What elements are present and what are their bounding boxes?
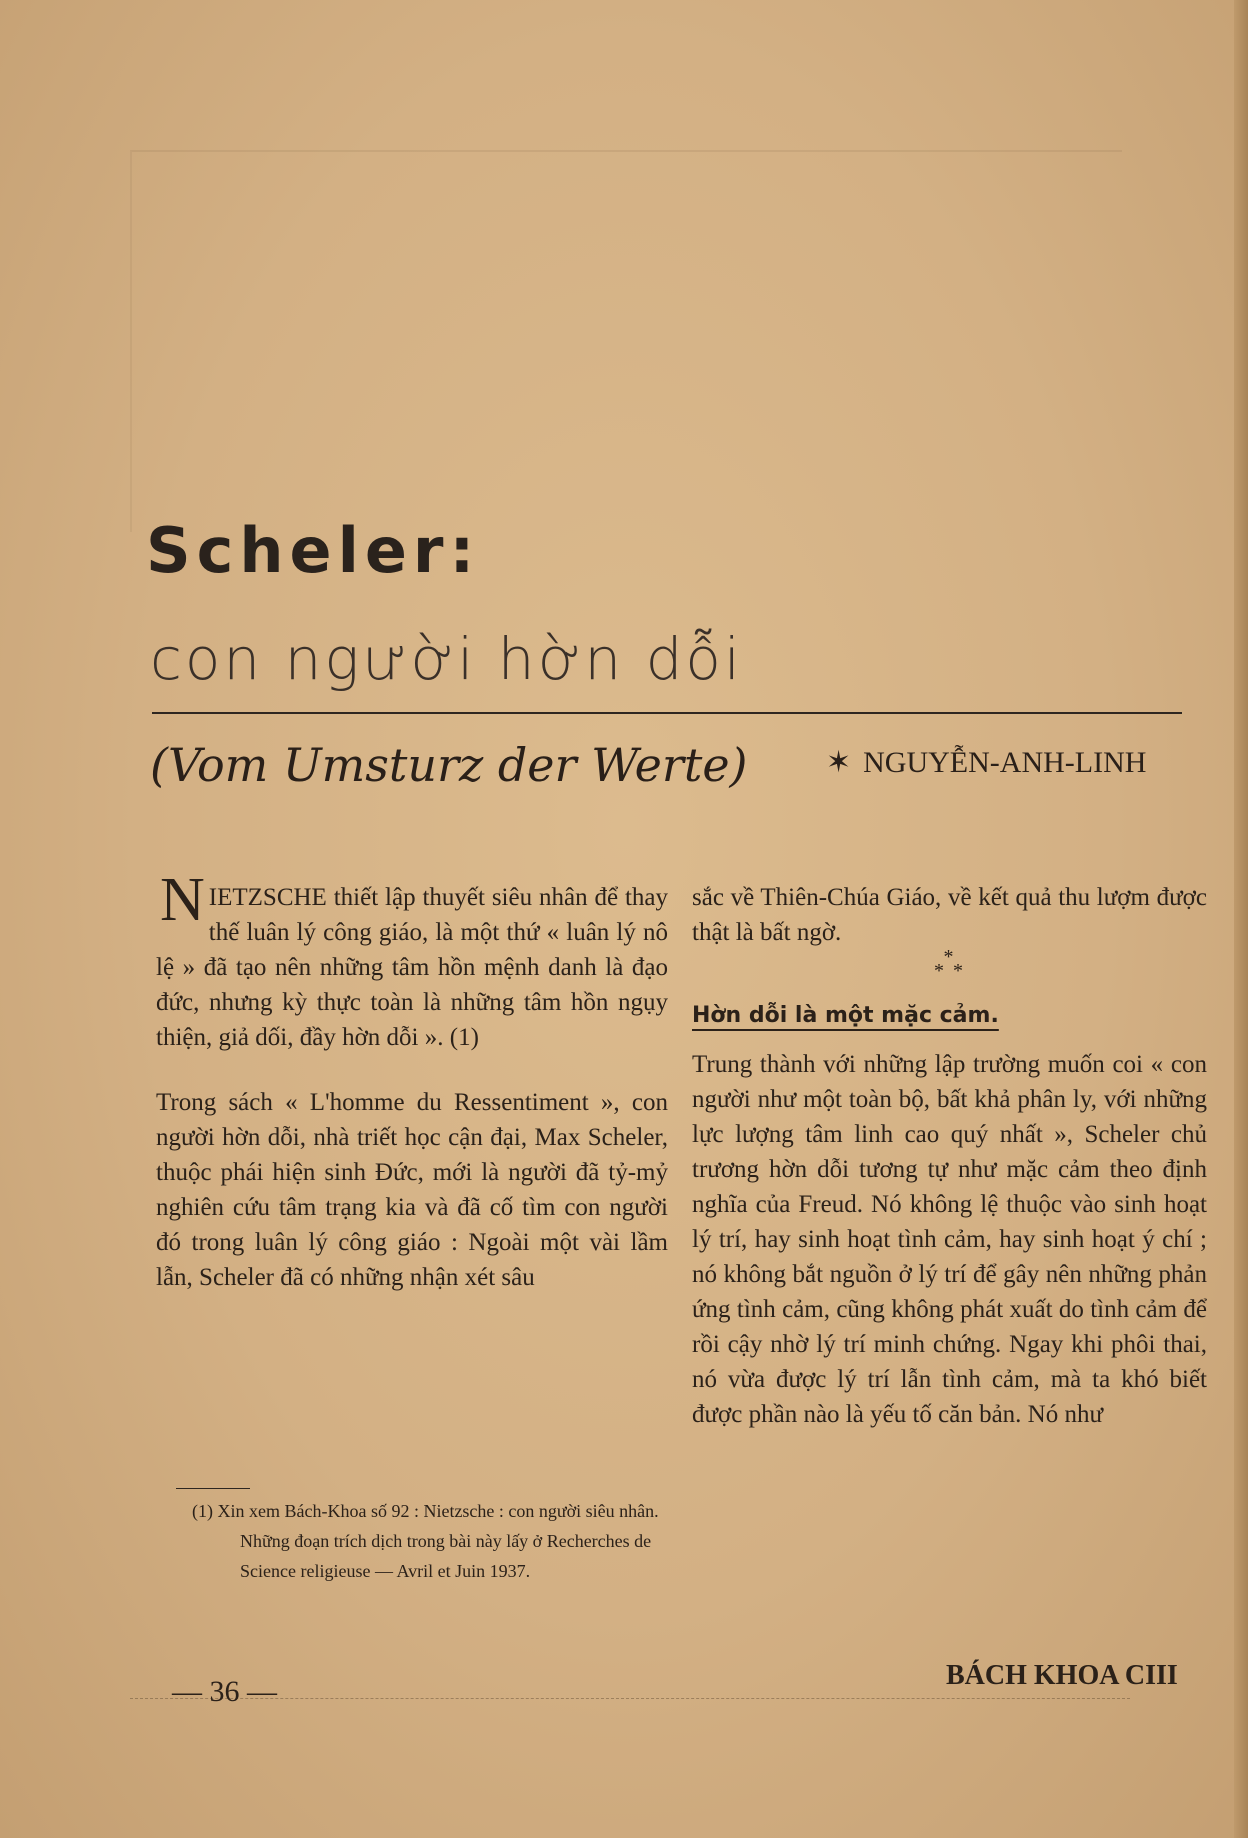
left-paragraph-1: [156, 866, 668, 1055]
star-icon: ✶: [826, 746, 852, 779]
footnote-rule: [176, 1488, 250, 1489]
page-edge: [1234, 0, 1248, 1838]
footer-rule: [130, 1698, 1130, 1699]
original-title: (Vom Umsturz der Werte): [150, 738, 748, 792]
footnote-line-1: (1) Xin xem Bách-Khoa số 92 : Nietzsche : con người siêu nhân.: [192, 1501, 659, 1521]
separator-stars: * * *: [934, 946, 965, 982]
article-title: Scheler:: [146, 514, 481, 587]
bleed-through-area: [130, 150, 1122, 532]
author-name: NGUYỄN-ANH-LINH: [863, 746, 1147, 779]
left-paragraph-1-text: IETZSCHE thiết lập thuyết siêu nhân để thay thế luân lý công giáo, là một thứ « luân lý nô lệ » đã tạo nên những tâm hồn mệnh danh là đạo đức, nhưng kỳ thực toàn là những tâm hồn ngụy thiện, giả dối, đầy hờn dỗi ». (1): [156, 884, 668, 1051]
page-number: — 36 —: [172, 1675, 277, 1708]
section-heading: Hờn dỗi là một mặc cảm.: [692, 1003, 999, 1028]
left-column: [156, 866, 668, 1295]
title-rule: [152, 712, 1182, 714]
footnote-line-2: Những đoạn trích dịch trong bài này lấy ở Recherches de Science religieuse — Avril et Juin 1937.: [240, 1531, 652, 1581]
right-column: [692, 880, 1207, 1432]
publication-footer: BÁCH KHOA CIII: [946, 1660, 1178, 1691]
article-subtitle: con người hờn dỗi: [150, 625, 744, 693]
section-separator: [692, 946, 1207, 982]
right-paragraph-1: sắc về Thiên-Chúa Giáo, về kết quả thu lượm được thật là bất ngờ.: [692, 884, 1207, 946]
left-paragraph-2: Trong sách « L'homme du Ressentiment », con người hờn dỗi, nhà triết học cận đại, Max Scheler, thuộc phái hiện sinh Đức, mới là người đã tỷ-mỷ nghiên cứu tâm trạng kia và đã cố tìm con người đó trong luân lý công giáo : Ngoài một vài lầm lẫn, Scheler đã có những nhận xét sâu: [156, 1089, 668, 1291]
author-byline: [826, 748, 1146, 778]
right-paragraph-2: Trung thành với những lập trường muốn coi « con người như một toàn bộ, bất khả phân ly, với những lực lượng tâm linh cao quý nhất », Scheler chủ trương hờn dỗi tương tự như mặc cảm theo định nghĩa của Freud. Nó không lệ thuộc vào sinh hoạt lý trí, hay sinh hoạt tình cảm, hay sinh hoạt ý chí ; nó không bắt nguồn ở lý trí để gây nên những phản ứng tình cảm, cũng không phát xuất do tình cảm để rồi cậy nhờ lý trí minh chứng. Ngay khi phôi thai, nó vừa được lý trí lẫn tình cảm, mà ta khó biết được phần nào là yếu tố căn bản. Nó như: [692, 1051, 1207, 1428]
footnote: [192, 1496, 672, 1586]
drop-cap: N: [160, 866, 205, 934]
